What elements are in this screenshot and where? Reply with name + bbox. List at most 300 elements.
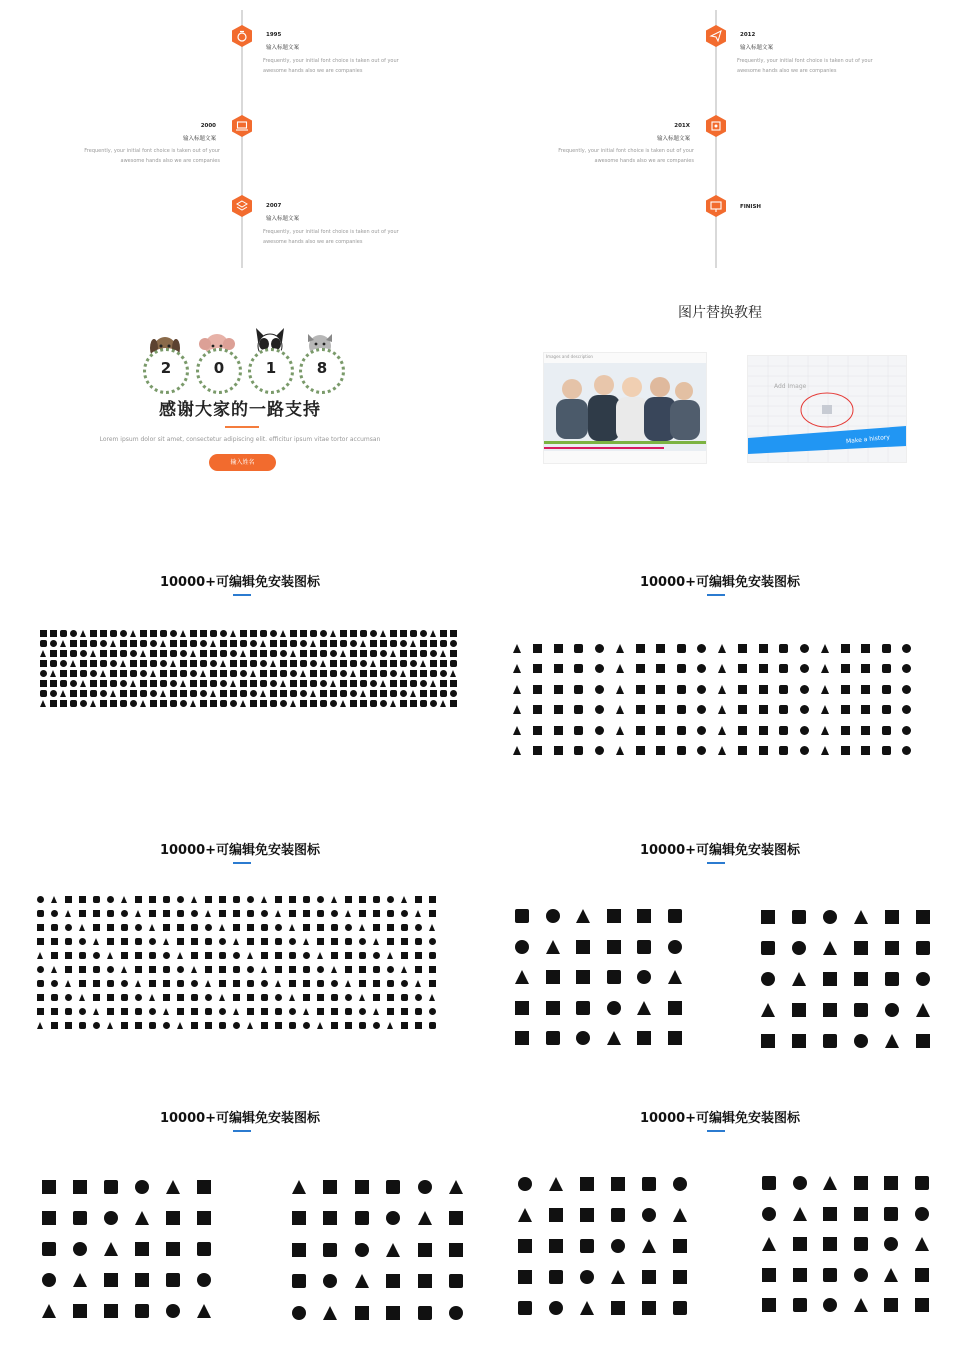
glyph-icon [440, 640, 447, 647]
glyph-icon [636, 726, 645, 735]
glyph-icon [121, 1022, 128, 1029]
glyph-icon [387, 896, 394, 903]
glyph-icon [180, 690, 187, 697]
timeline-year: 201X [674, 123, 690, 129]
glyph-icon [823, 972, 837, 986]
glyph-icon [440, 670, 447, 677]
glyph-icon [163, 896, 170, 903]
glyph-icon [350, 700, 357, 707]
glyph-icon [574, 644, 583, 653]
glyph-icon [190, 690, 197, 697]
glyph-icon [160, 680, 167, 687]
glyph-icon [595, 664, 604, 673]
glyph-icon [107, 924, 114, 931]
glyph-icon [861, 746, 870, 755]
glyph-icon [549, 1270, 563, 1284]
glyph-icon [120, 670, 127, 677]
glyph-icon [275, 896, 282, 903]
glyph-icon [637, 1031, 651, 1045]
glyph-icon [93, 924, 100, 931]
glyph-icon [515, 940, 529, 954]
glyph-icon [759, 705, 768, 714]
glyph-icon [51, 1008, 58, 1015]
glyph-icon [317, 910, 324, 917]
glyph-icon [373, 1022, 380, 1029]
glyph-icon [233, 896, 240, 903]
glyph-icon [400, 660, 407, 667]
glyph-icon [60, 690, 66, 697]
glyph-icon [554, 705, 563, 714]
glyph-icon [400, 640, 407, 647]
glyph-icon [289, 910, 296, 917]
glyph-icon [915, 1207, 929, 1221]
glyph-icon [359, 1022, 366, 1029]
glyph-icon [440, 690, 447, 697]
glyph-icon [759, 644, 768, 653]
hexagon-paper-plane-icon [706, 25, 726, 47]
glyph-icon [260, 650, 267, 657]
glyph-icon [205, 994, 212, 1001]
glyph-icon [449, 1274, 463, 1288]
glyph-icon [150, 670, 156, 677]
glyph-icon [90, 680, 97, 687]
glyph-icon [718, 726, 726, 735]
icon-grid-drinks [283, 1171, 472, 1329]
glyph-icon [323, 1211, 337, 1225]
glyph-icon [330, 680, 336, 687]
glyph-icon [250, 630, 257, 637]
glyph-icon [191, 966, 197, 973]
timeline-title: 输入标题文案 [182, 136, 216, 142]
glyph-icon [761, 1034, 775, 1048]
glyph-icon [51, 966, 57, 973]
glyph-icon [260, 690, 266, 697]
glyph-icon [884, 1268, 898, 1282]
glyph-icon [576, 1031, 590, 1045]
glyph-icon [533, 685, 542, 694]
glyph-icon [854, 1237, 868, 1251]
glyph-icon [450, 630, 457, 637]
glyph-icon [387, 924, 394, 931]
glyph-icon [303, 910, 310, 917]
hexagon-presentation-icon [706, 195, 726, 217]
glyph-icon [40, 700, 46, 707]
glyph-icon [450, 700, 457, 707]
glyph-icon [121, 910, 128, 917]
glyph-icon [135, 1180, 149, 1194]
glyph-icon [280, 640, 287, 647]
glyph-icon [140, 630, 147, 637]
glyph-icon [292, 1243, 306, 1257]
glyph-icon [190, 660, 197, 667]
glyph-icon [861, 685, 870, 694]
glyph-icon [120, 700, 127, 707]
glyph-icon [104, 1273, 118, 1287]
glyph-icon [100, 680, 107, 687]
title-underline [707, 1130, 725, 1132]
glyph-icon [149, 1008, 156, 1015]
glyph-icon [841, 746, 850, 755]
glyph-icon [270, 680, 277, 687]
glyph-icon [270, 660, 276, 667]
glyph-icon [40, 630, 47, 637]
glyph-icon [331, 1022, 338, 1029]
glyph-icon [673, 1208, 687, 1222]
glyph-icon [121, 896, 127, 903]
glyph-icon [177, 910, 184, 917]
glyph-icon [595, 726, 604, 735]
glyph-icon [40, 680, 47, 687]
glyph-icon [916, 1003, 930, 1017]
glyph-icon [170, 640, 177, 647]
glyph-icon [320, 660, 326, 667]
glyph-icon [120, 660, 126, 667]
glyph-icon [135, 910, 141, 917]
glyph-icon [323, 1243, 337, 1257]
glyph-icon [861, 664, 870, 673]
glyph-icon [79, 896, 86, 903]
glyph-icon [320, 700, 327, 707]
glyph-icon [275, 980, 281, 987]
glyph-icon [280, 650, 287, 657]
glyph-icon [79, 924, 85, 931]
glyph-icon [759, 664, 768, 673]
glyph-icon [390, 660, 397, 667]
glyph-icon [110, 660, 117, 667]
glyph-icon [916, 1034, 930, 1048]
glyph-icon [51, 994, 58, 1001]
glyph-icon [37, 994, 44, 1001]
glyph-icon [533, 726, 542, 735]
glyph-icon [902, 726, 911, 735]
timeline-slide-left [0, 0, 480, 268]
glyph-icon [300, 630, 307, 637]
glyph-icon [595, 685, 604, 694]
glyph-icon [350, 690, 357, 697]
glyph-icon [190, 670, 197, 677]
glyph-icon [792, 941, 806, 955]
glyph-icon [180, 680, 186, 687]
glyph-icon [637, 940, 651, 954]
glyph-icon [401, 910, 408, 917]
glyph-icon [73, 1304, 87, 1318]
glyph-icon [580, 1270, 594, 1284]
glyph-icon [440, 680, 447, 687]
glyph-icon [518, 1177, 532, 1191]
glyph-icon [320, 650, 327, 657]
glyph-icon [275, 966, 282, 973]
glyph-icon [330, 700, 337, 707]
timeline-year: 2007 [266, 203, 282, 209]
glyph-icon [107, 896, 114, 903]
glyph-icon [70, 640, 77, 647]
glyph-icon [401, 966, 407, 973]
glyph-icon [401, 1008, 408, 1015]
glyph-icon [668, 1001, 682, 1015]
glyph-icon [420, 640, 427, 647]
glyph-icon [330, 690, 337, 697]
icon-grid-sports [754, 1168, 937, 1321]
glyph-icon [261, 966, 267, 973]
glyph-icon [533, 664, 542, 673]
glyph-icon [190, 650, 196, 657]
glyph-icon [429, 994, 435, 1001]
glyph-icon [40, 640, 47, 647]
glyph-icon [317, 980, 324, 987]
glyph-icon [219, 994, 225, 1001]
glyph-icon [289, 952, 296, 959]
glyph-icon [616, 685, 624, 694]
glyph-icon [135, 994, 142, 1001]
glyph-icon [60, 660, 67, 667]
glyph-icon [177, 994, 184, 1001]
glyph-icon [177, 952, 183, 959]
glyph-icon [518, 1270, 532, 1284]
glyph-icon [42, 1180, 56, 1194]
glyph-icon [130, 650, 137, 657]
glyph-icon [387, 966, 394, 973]
glyph-icon [345, 924, 352, 931]
glyph-icon [854, 941, 868, 955]
icon-grid-b [507, 638, 917, 761]
glyph-icon [350, 650, 357, 657]
glyph-icon [430, 700, 437, 707]
glyph-icon [418, 1211, 432, 1225]
glyph-icon [230, 630, 236, 637]
glyph-icon [149, 994, 155, 1001]
glyph-icon [762, 1298, 776, 1312]
glyph-icon [300, 640, 307, 647]
glyph-icon [37, 966, 44, 973]
glyph-icon [40, 670, 47, 677]
glyph-icon [79, 994, 85, 1001]
glyph-icon [121, 994, 128, 1001]
glyph-icon [738, 746, 747, 755]
glyph-icon [546, 1001, 560, 1015]
glyph-icon [373, 924, 380, 931]
glyph-icon [50, 630, 57, 637]
glyph-icon [42, 1242, 56, 1256]
glyph-icon [303, 938, 309, 945]
glyph-icon [611, 1208, 625, 1222]
glyph-icon [345, 896, 352, 903]
glyph-icon [270, 650, 277, 657]
glyph-icon [340, 660, 347, 667]
glyph-icon [261, 938, 268, 945]
glyph-icon [310, 650, 317, 657]
glyph-icon [51, 952, 58, 959]
glyph-icon [359, 1008, 366, 1015]
name-button[interactable]: 输入姓名 [209, 454, 276, 471]
glyph-icon [340, 640, 347, 647]
glyph-icon [636, 705, 645, 714]
glyph-icon [390, 640, 397, 647]
glyph-icon [100, 660, 107, 667]
glyph-icon [197, 1211, 211, 1225]
glyph-icon [390, 630, 397, 637]
glyph-icon [149, 910, 156, 917]
glyph-icon [761, 1003, 775, 1017]
glyph-icon [110, 690, 116, 697]
glyph-icon [180, 660, 187, 667]
glyph-icon [902, 685, 911, 694]
icon-slide-title: 10000+可编辑免安装图标 [159, 1111, 321, 1126]
glyph-icon [130, 680, 136, 687]
glyph-icon [518, 1208, 532, 1222]
glyph-icon [841, 685, 850, 694]
glyph-icon [292, 1180, 306, 1194]
glyph-icon [107, 980, 114, 987]
glyph-icon [430, 660, 437, 667]
glyph-icon [50, 660, 57, 667]
glyph-icon [310, 660, 317, 667]
glyph-icon [140, 650, 146, 657]
glyph-icon [107, 938, 114, 945]
glyph-icon [317, 952, 323, 959]
glyph-icon [761, 941, 775, 955]
glyph-icon [205, 938, 212, 945]
glyph-icon [359, 938, 366, 945]
glyph-icon [759, 746, 768, 755]
glyph-icon [220, 680, 227, 687]
glyph-icon [418, 1180, 432, 1194]
glyph-icon [42, 1211, 56, 1225]
glyph-icon [90, 640, 97, 647]
glyph-icon [190, 680, 197, 687]
glyph-icon [250, 660, 257, 667]
glyph-icon [323, 1180, 337, 1194]
glyph-icon [821, 726, 829, 735]
glyph-icon [177, 938, 184, 945]
glyph-icon [415, 952, 422, 959]
glyph-icon [387, 938, 394, 945]
glyph-icon [656, 664, 665, 673]
glyph-icon [718, 685, 726, 694]
glyph-icon [792, 972, 806, 986]
glyph-icon [793, 1268, 807, 1282]
glyph-icon [177, 896, 184, 903]
glyph-icon [656, 644, 665, 653]
glyph-icon [440, 660, 447, 667]
glyph-icon [345, 910, 351, 917]
glyph-icon [219, 910, 226, 917]
glyph-icon [885, 910, 899, 924]
glyph-icon [418, 1243, 432, 1257]
glyph-icon [359, 952, 366, 959]
glyph-icon [330, 630, 336, 637]
glyph-icon [80, 700, 87, 707]
glyph-icon [359, 994, 365, 1001]
glyph-icon [210, 670, 217, 677]
timeline-desc: Frequently, your initial font choice is taken out of your awesome hands also we are companies [84, 148, 220, 164]
glyph-icon [166, 1242, 180, 1256]
glyph-icon [793, 1207, 807, 1221]
glyph-icon [401, 896, 407, 903]
glyph-icon [240, 700, 246, 707]
glyph-icon [180, 630, 186, 637]
glyph-icon [160, 690, 166, 697]
glyph-icon [449, 1243, 463, 1257]
glyph-icon [260, 640, 266, 647]
glyph-icon [450, 670, 456, 677]
glyph-icon [40, 650, 46, 657]
glyph-icon [429, 910, 436, 917]
glyph-icon [340, 670, 347, 677]
year-digit: 8 [316, 359, 328, 377]
glyph-icon [607, 1031, 621, 1045]
glyph-icon [51, 938, 58, 945]
glyph-icon [373, 910, 380, 917]
glyph-icon [110, 650, 117, 657]
glyph-icon [270, 640, 277, 647]
glyph-icon [360, 690, 366, 697]
glyph-icon [166, 1180, 180, 1194]
glyph-icon [449, 1180, 463, 1194]
glyph-icon [697, 705, 706, 714]
glyph-icon [250, 650, 257, 657]
glyph-icon [275, 952, 282, 959]
glyph-icon [677, 685, 686, 694]
timeline-desc: Frequently, your initial font choice is taken out of your awesome hands also we are companies [263, 58, 399, 74]
glyph-icon [65, 1022, 72, 1029]
glyph-icon [792, 910, 806, 924]
glyph-icon [823, 1207, 837, 1221]
glyph-icon [79, 910, 86, 917]
glyph-icon [42, 1273, 56, 1287]
glyph-icon [170, 680, 177, 687]
glyph-icon [79, 980, 86, 987]
glyph-icon [80, 630, 86, 637]
icon-slide-title: 10000+可编辑免安装图标 [639, 1111, 801, 1126]
glyph-icon [430, 670, 437, 677]
icon-grid-office [507, 901, 690, 1054]
glyph-icon [170, 660, 176, 667]
thanks-subtitle: Lorem ipsum dolor sit amet, consectetur adipiscing elit. efficitur ipsum vitae tortor accumsan [99, 436, 381, 443]
glyph-icon [580, 1177, 594, 1191]
glyph-icon [177, 1008, 184, 1015]
glyph-icon [323, 1306, 337, 1320]
glyph-icon [303, 1008, 309, 1015]
glyph-icon [355, 1306, 369, 1320]
glyph-icon [292, 1211, 306, 1225]
glyph-icon [317, 938, 324, 945]
glyph-icon [210, 700, 217, 707]
glyph-icon [340, 630, 347, 637]
glyph-icon [884, 1237, 898, 1251]
glyph-icon [261, 994, 268, 1001]
glyph-icon [450, 690, 457, 697]
glyph-icon [430, 690, 437, 697]
team-photo [544, 363, 706, 451]
timeline-desc: Frequently, your initial font choice is taken out of your awesome hands also we are companies [263, 229, 399, 245]
glyph-icon [50, 700, 57, 707]
glyph-icon [247, 952, 253, 959]
glyph-icon [233, 910, 240, 917]
glyph-icon [197, 1273, 211, 1287]
glyph-icon [140, 690, 147, 697]
glyph-icon [779, 664, 788, 673]
glyph-icon [823, 1003, 837, 1017]
glyph-icon [191, 910, 198, 917]
glyph-icon [130, 670, 137, 677]
glyph-icon [191, 980, 198, 987]
glyph-icon [380, 650, 387, 657]
glyph-icon [219, 938, 226, 945]
glyph-icon [350, 640, 357, 647]
glyph-icon [386, 1211, 400, 1225]
glyph-icon [79, 952, 86, 959]
glyph-icon [415, 1022, 422, 1029]
